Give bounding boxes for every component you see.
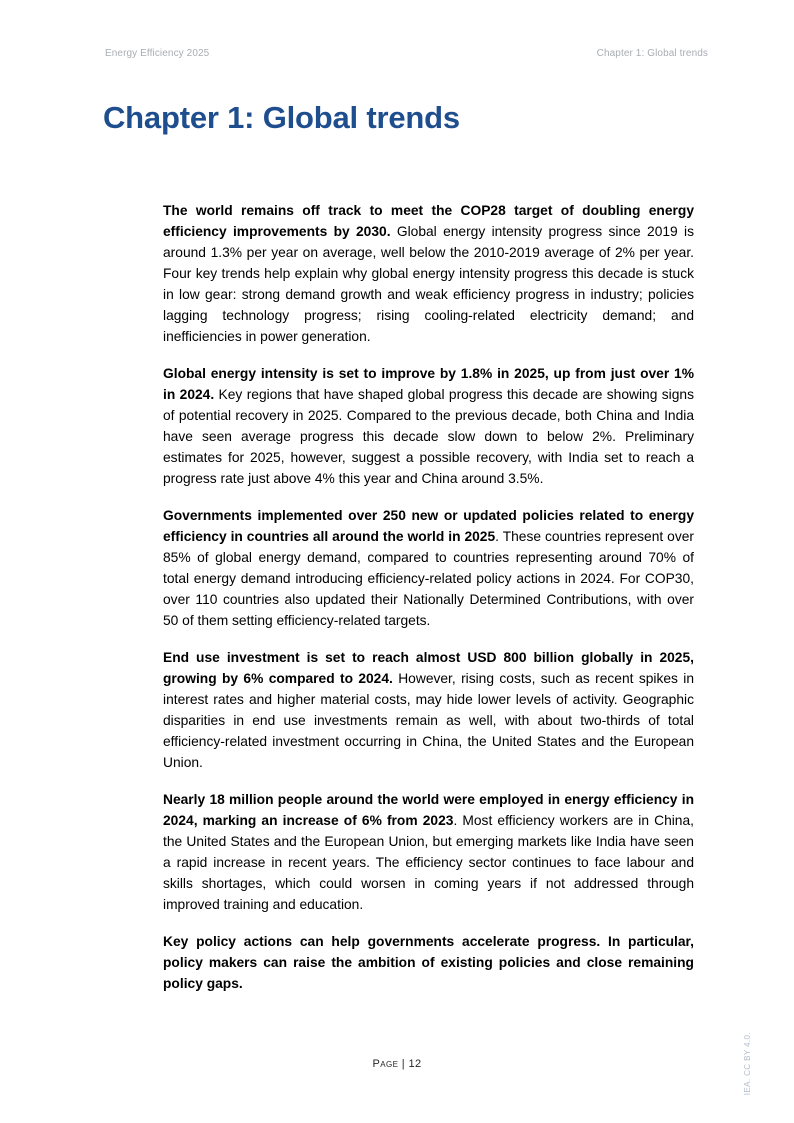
paragraph-rest: However, rising costs, such as recent spikes in interest rates and higher material costs, may hide lower levels of activity. Geographic disparities in end use investments remain as well, with about two-thirds of total efficiency-related investment occurring in China, the United States and the European Union. xyxy=(163,671,695,770)
paragraph-rest: Global energy intensity progress since 2019 is around 1.3% per year on average, well below the 2010-2019 average of 2% per year. Four key trends help explain why global energy intensity progress this decade is stuck in low gear: strong demand growth and weak efficiency progress in industry; policies lagging technology progress; rising cooling-related electricity demand; and inefficiencies in power generation. xyxy=(163,224,694,344)
paragraph-policies xyxy=(163,505,694,631)
paragraph-energy-intensity xyxy=(163,363,694,489)
body-text-column xyxy=(163,200,694,1010)
paragraph-investment xyxy=(163,647,694,773)
paragraph-lead-bold: The world remains off track to meet the COP28 target of doubling energy efficiency improvements by 2030. xyxy=(163,203,694,239)
paragraph-employment xyxy=(163,789,694,915)
paragraph-lead-bold: Nearly 18 million people around the world were employed in energy efficiency in 2024, marking an increase of 6% from 2023 xyxy=(163,792,694,828)
paragraph-rest: . Most efficiency workers are in China, the United States and the European Union, but emerging markets like India have seen a rapid increase in recent years. The efficiency sector continues to face labour and skills shortages, which could worsen in coming years if not addressed through improved training and education. xyxy=(163,813,694,912)
paragraph-lead-bold: Key policy actions can help governments accelerate progress. In particular, policy makers can raise the ambition of existing policies and close remaining policy gaps. xyxy=(163,934,694,991)
page-header xyxy=(105,48,708,59)
paragraph-policy-actions xyxy=(163,931,694,994)
paragraph-cop28-target xyxy=(163,200,694,347)
paragraph-lead-bold: Global energy intensity is set to improve by 1.8% in 2025, up from just over 1% in 2024. xyxy=(163,366,694,402)
paragraph-lead-bold: End use investment is set to reach almost USD 800 billion globally in 2025, growing by 6% compared to 2024. xyxy=(163,650,694,686)
page-number-label: Page | 12 xyxy=(372,1058,422,1070)
page-footer xyxy=(0,1058,794,1070)
header-right-label: Chapter 1: Global trends xyxy=(596,48,708,59)
paragraph-rest: Key regions that have shaped global progress this decade are showing signs of potential recovery in 2025. Compared to the previous decade, both China and India have seen average progress this decade slow down to below 2%. Preliminary estimates for 2025, however, suggest a possible recovery, with India set to reach a progress rate just above 4% this year and China around 3.5%. xyxy=(163,387,694,486)
license-note: IEA. CC BY 4.0. xyxy=(743,1031,752,1095)
header-left-label: Energy Efficiency 2025 xyxy=(105,48,210,59)
paragraph-lead-bold: Governments implemented over 250 new or updated policies related to energy efficiency in countries all around the world in 2025 xyxy=(163,508,694,544)
paragraph-rest: . These countries represent over 85% of global energy demand, compared to countries representing around 70% of total energy demand introducing efficiency-related policy actions in 2024. For COP30, over 110 countries also updated their Nationally Determined Contributions, with over 50 of them setting efficiency-related targets. xyxy=(163,529,694,628)
chapter-title: Chapter 1: Global trends xyxy=(103,100,460,135)
